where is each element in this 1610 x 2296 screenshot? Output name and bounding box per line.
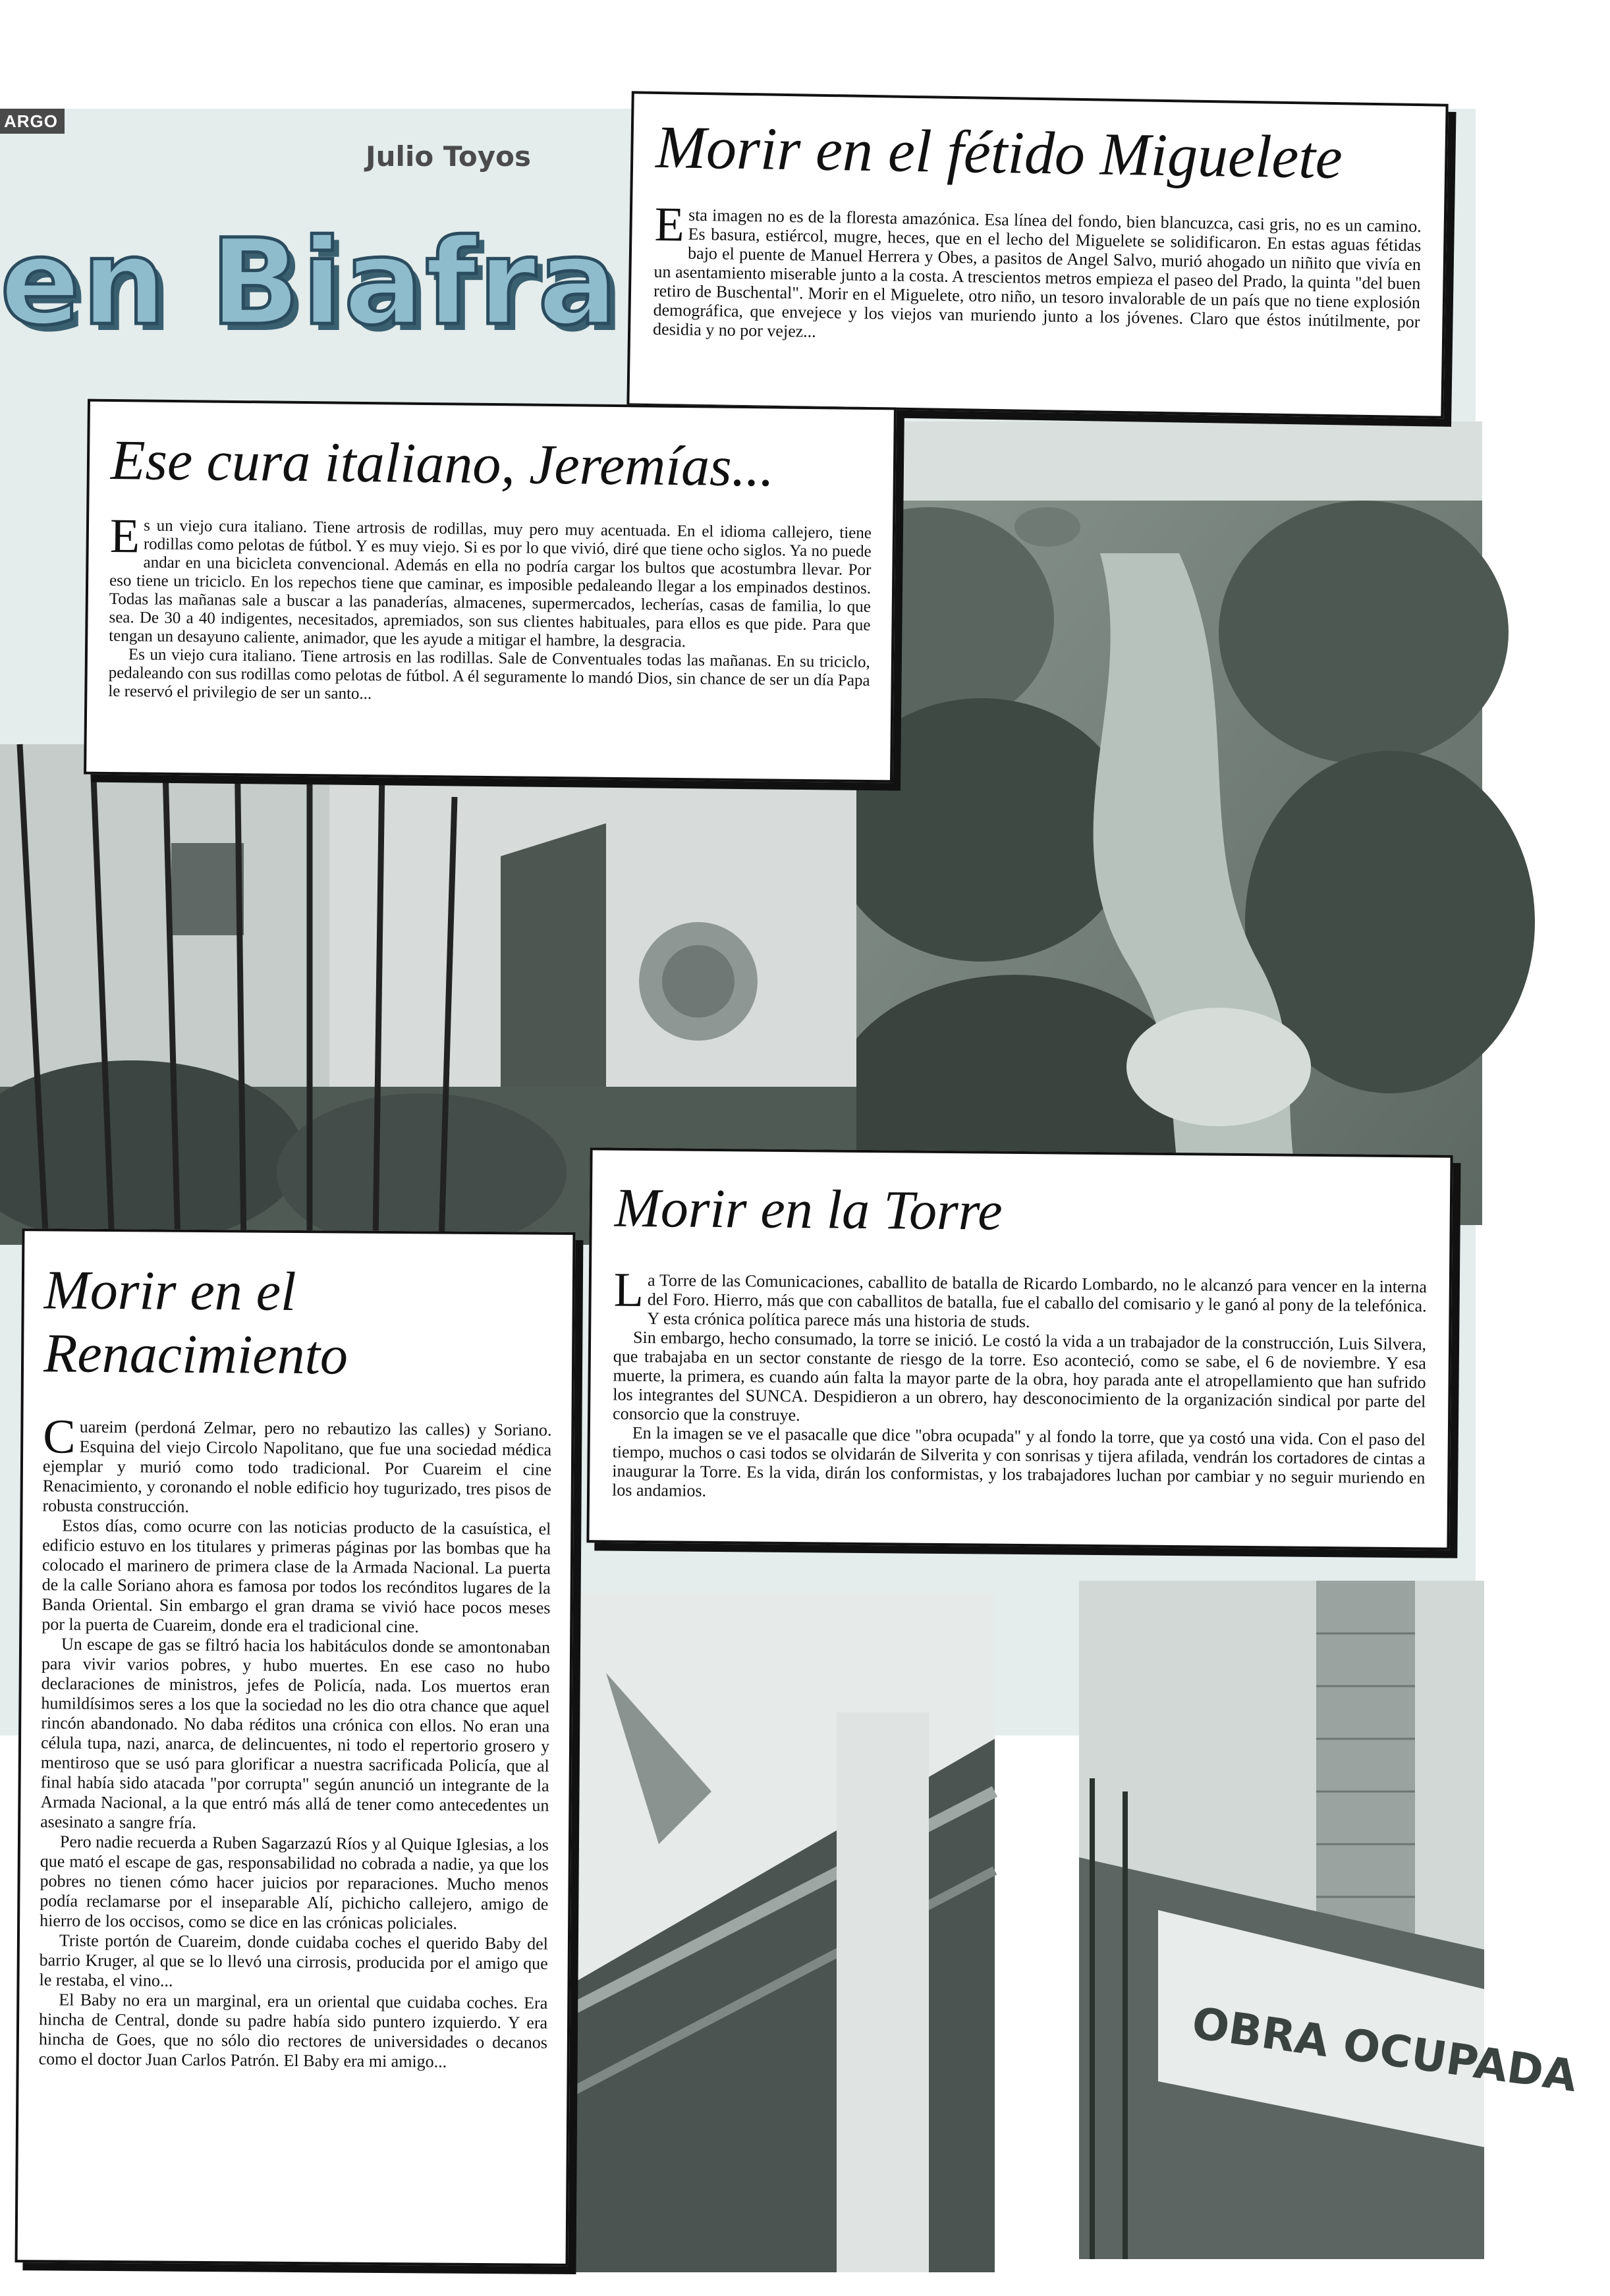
- article-miguelete: [626, 91, 1448, 418]
- damaged-wall-photo: [540, 1594, 995, 2272]
- paragraph-renacimiento-4: Pero nadie recuerda a Ruben Sagarzazú Ríos y al Quique Iglesias, a los que mató el escape de gas, responsabilidad no cobrada a nadie, ya que los pobres no tienen cómo hacer juicios por reparaciones. Mucho menos podía reclamarse por el inseparable Alí, pichicho callejero, amigo de hierro de los occisos, como se dice en las crónicas policiales.: [40, 1832, 549, 1933]
- article-torre: [586, 1147, 1453, 1550]
- headline-torre: Morir en la Torre: [614, 1177, 1003, 1242]
- paragraph-renacimiento-5: Triste portón de Cuareim, donde cuidaba coches el querido Baby del barrio Kruger, al que se lo llevó una cirrosis, producida por el amigo que le restaba, el vino...: [39, 1930, 549, 1990]
- paragraph-cura-1: Es un viejo cura italiano. Tiene artrosis de rodillas, muy pero muy acentuada. En el idioma callejero, tiene rodillas como pelotas de fútbol. Y es muy viejo. Si es por lo que vivió, diré que tiene ocho siglos. Ya no puede andar en una bicicleta convencional. Además en ella no podría cargar los bultos que acostumbra llevar. Por eso tiene un triciclo. En los repechos tiene que caminar, es imposible pedaleando llegar a los empinados destinos. Todas las mañanas sale a buscar a las panaderías, almacenes, supermercados, lecherías, casas de familia, lo que sea. De 30 a 40 indigentes, necesitados, apremiados, son sus clientes habituales, para ellos es que pide. Para que tengan un desayuno caliente, animador, que les ayude a mitigar el hambre, la desgracia.: [109, 508, 872, 651]
- banner-text: OBRA OCUPADA: [1188, 1997, 1580, 2102]
- paragraph-renacimiento-3: Un escape de gas se filtró hacia los habitáculos donde se amontonaban para vivir varios pobres, y hubo muertes. En ese caso no hubo declaraciones de ministros, jefes de Policía, nada. Los muertos eran humildísimos seres a los que la sociedad no les dio otra chance que aquel rincón abandonado. No daba réditos una crónica con ellos. No eran una célula tupa, nazi, anarca, de delincuentes, ni todo el repertorio grosero y mentiroso que se usó para glorificar a nuestra sacrificada Policía, que al final había sido atacada "por corrupta" según anunció un integrante de la Armada Nacional, a la que entró más allá de tener como antecedentes un asesinato a sangre fría.: [40, 1634, 551, 1832]
- dropcap-torre: L: [613, 1263, 644, 1318]
- paragraph-renacimiento-6: El Baby no era un marginal, era un oriental que cuidaba coches. Era hincha de Central, donde su padre había sido puntero izquierdo. Y era hincha de Goes, que no sólo dio rectores de universidades o decanos como el doctor Juan Carlos Patrón. El Baby era mi amigo...: [38, 1990, 548, 2071]
- paragraph-torre-2: Sin embargo, hecho consumado, la torre se inició. Le costó la vida a un trabajador de la construcción, Luis Silvera, que trabajaba en un sector constante de riesgo de la torre. Eso aconteció, como se sabe, el 6 de noviembre. Y esa muerte, la primera, es cuando aún falta la mayor parte de la obra, hoy parada ante el atropellamiento que han sufrido los integrantes del SUNCA. Despidieron a un obrero, hay desconocimiento de la organización sindical por parte del consorcio que la construye.: [612, 1327, 1427, 1425]
- miguelete-stream-photo: [850, 422, 1482, 1225]
- paragraph-miguelete-1: Esta imagen no es de la floresta amazónica. Esa línea del fondo, bien blancuzca, casi gris, no es un camino. Es basura, estiércol, mugre, heces, que en el lecho del Miguelete se solidificaron. En estas aguas fétidas bajo el puente de Manuel Herrera y Obes, a pasitos de Angel Salvo, murió ahogado un niñito que vivía en un asentamiento miserable junto a la costa. A trescientos metros empieza el paseo del Prado, la quinta "del buen retiro de Buschental". Morir en el Miguelete, otro niño, un tesoro invalorable de un país que no tiene explosión demográfica, que envejece y los viejos van muriendo junto a los jóvenes. Claro que éstos inútilmente, por desidia y no por vejez...: [652, 197, 1422, 341]
- article-renacimiento: [15, 1228, 576, 2266]
- dropcap-miguelete: E: [654, 197, 685, 252]
- tower-construction-photo: [1079, 1581, 1580, 2259]
- paragraph-cura-2: Es un viejo cura italiano. Tiene artrosis en las rodillas. Sale de Conventuales todas las mañanas. En su triciclo, pedaleando con sus rodillas como pelotas de fútbol. A él seguramente lo mandó Dios, sin chance de ser un día Papa le reservó el privilegio de ser un santo...: [108, 645, 871, 703]
- paragraph-renacimiento-2: Estos días, como ocurre con las noticias producto de la casuística, el edificio estuvo en los titulares y primeras páginas por las bombas que ha colocado el marinero de primera clase de la Armada Nacional. La puerta de la calle Soriano ahora es famosa por todos los recónditos lugares de la Banda Oriental. Sin embargo el gran drama se vivió hace pocos meses por la puerta de Cuareim, donde era el tradicional cine.: [42, 1516, 551, 1637]
- headline-renacimiento: Morir en el Renacimiento: [43, 1259, 348, 1386]
- dropcap-renacimiento: C: [42, 1409, 76, 1464]
- feature-title-fragment: en Biafra: [0, 214, 619, 352]
- headline-miguelete: Morir en el fétido Miguelete: [655, 113, 1343, 192]
- headline-cura: Ese cura italiano, Jeremías...: [110, 427, 775, 499]
- paragraph-renacimiento-1: Cuareim (perdoná Zelmar, pero no rebautizo las calles) y Soriano. Esquina del viejo Circolo Napolitano, que fue una sociedad médica ejemplar y murió como todo tradicional. Por Cuareim el cine Renacimiento, y coronando el noble edificio hoy tugurizado, tres pisos de robusta construcción.: [42, 1409, 552, 1516]
- dropcap-cura: E: [109, 508, 140, 564]
- author-byline: Julio Toyos: [366, 140, 531, 173]
- article-cura: [84, 399, 897, 783]
- paragraph-torre-3: En la imagen se ve el pasacalle que dice "obra ocupada" y al fondo la torre, que ya costó una vida. Con el paso del tiempo, muchos o casi todos se olvidarán de Silverita y con sonrisas y tijera afilada, vendrán los cortadores de cintas a inaugurar la Torre. Es la vida, dirán los conformistas, y los trabajadores luchan por cambiar y no seguir muriendo en los andamios.: [611, 1423, 1426, 1500]
- paragraph-torre-1: La Torre de las Comunicaciones, caballito de batalla de Ricardo Lombardo, no le alcanzó para vencer en la interna del Foro. Hierro, más que con caballitos de batalla, fue el caballo del comisario y le ganó al pony de la telefónica. Y esta crónica política parece más una historia de studs.: [613, 1263, 1427, 1332]
- section-tab: ARGO: [0, 109, 65, 134]
